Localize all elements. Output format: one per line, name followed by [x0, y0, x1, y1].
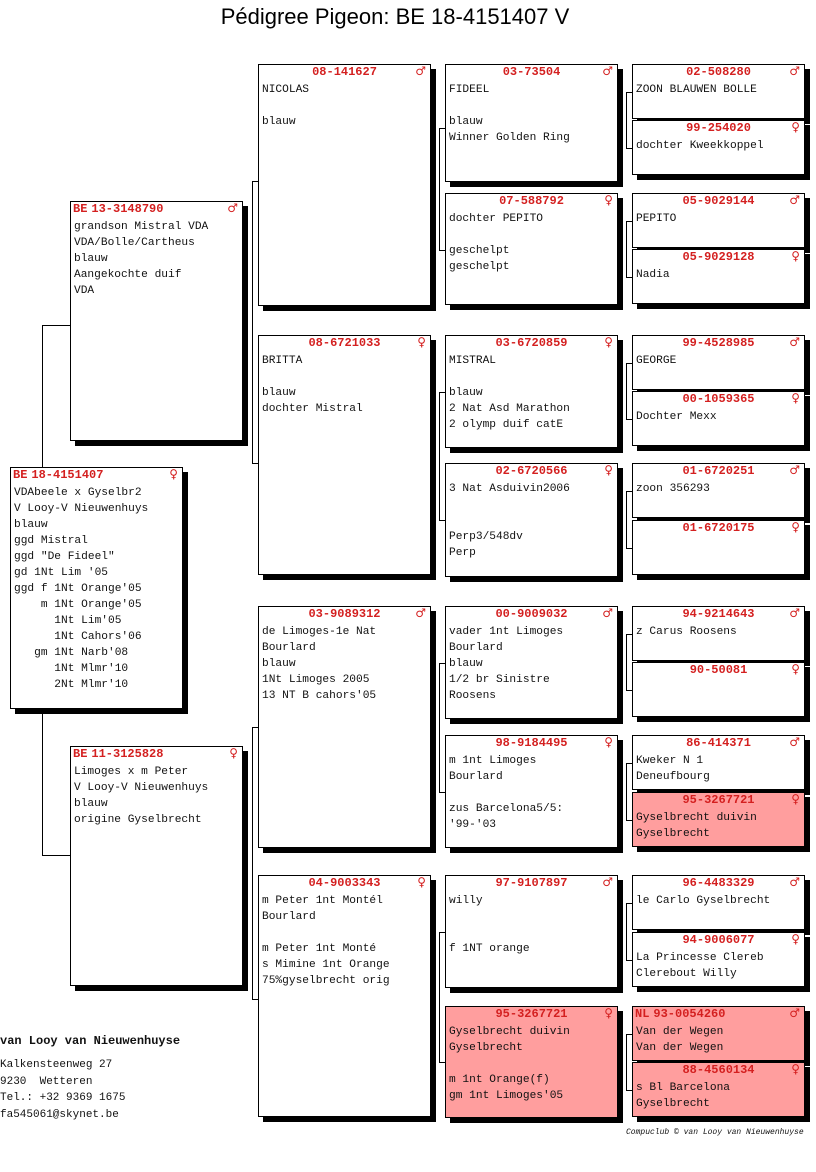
bird-info-line	[262, 925, 427, 941]
bird-info-line: vader 1nt Limoges	[449, 626, 564, 638]
bird-ring-header	[446, 876, 617, 891]
bird-info	[633, 80, 804, 98]
bird-info-line: f 1NT orange	[449, 943, 530, 955]
bird-info	[259, 891, 430, 989]
bird-info-line	[449, 227, 614, 243]
bird-info-line: gm 1Nt Narb'08	[14, 647, 129, 659]
bird-ring-number: 05-9029144	[682, 194, 755, 208]
bird-card-fm[interactable]	[258, 335, 431, 575]
bird-info	[633, 479, 804, 497]
bird-ring-header	[446, 65, 617, 80]
bird-info-line: Winner Golden Ring	[449, 132, 570, 144]
bird-ring-number: 03-9089312	[308, 607, 381, 621]
bird-info-line: ggd "De Fideel"	[14, 551, 115, 563]
bird-ring-number: 96-4483329	[682, 876, 755, 890]
owner-city: 9230 Wetteren	[0, 1075, 93, 1088]
bird-info	[633, 136, 804, 154]
bird-info	[633, 678, 804, 680]
male-symbol-icon: ♂	[789, 606, 800, 620]
bird-country: BE	[73, 747, 88, 761]
bird-info-line: gd 1Nt Lim '05	[14, 567, 108, 579]
bird-info-line: grandson Mistral VDA	[74, 221, 209, 233]
bird-ring-number: 02-508280	[686, 65, 751, 79]
bird-info-line	[449, 925, 614, 941]
bird-ring-number: 03-6720859	[495, 336, 568, 350]
bird-card-mmm[interactable]	[445, 1006, 618, 1118]
bird-info	[446, 622, 617, 704]
bird-info-line: s Mimine 1nt Orange	[262, 959, 390, 971]
bird-ring-header	[71, 747, 242, 762]
female-symbol-icon: ♀	[417, 335, 426, 349]
bird-ring-number: 98-9184495	[495, 736, 568, 750]
connector-line	[42, 325, 70, 326]
bird-info-line: geschelpt	[449, 261, 510, 273]
bird-ring-header	[446, 607, 617, 622]
bird-info-line: PEPITO	[636, 213, 677, 225]
bird-card-fmm[interactable]	[445, 463, 618, 577]
male-symbol-icon: ♂	[789, 335, 800, 349]
bird-info-line: VDA	[74, 285, 95, 297]
owner-address: Kalkensteenweg 27	[0, 1059, 113, 1071]
bird-info	[633, 1022, 804, 1056]
bird-card-g4[interactable]	[632, 249, 805, 304]
bird-country: BE	[13, 468, 28, 482]
bird-ring-header	[633, 736, 804, 751]
connector-line	[626, 903, 627, 960]
bird-info-line: willy	[449, 895, 483, 907]
bird-card-g11[interactable]	[632, 735, 805, 790]
bird-info	[633, 751, 804, 785]
male-symbol-icon: ♂	[227, 201, 238, 215]
bird-card-g9[interactable]	[632, 606, 805, 661]
bird-ring-number: 99-254020	[686, 121, 751, 135]
bird-info	[633, 407, 804, 425]
bird-info-line: Aangekochte duif	[74, 269, 182, 281]
bird-info	[633, 891, 804, 909]
connector-line	[252, 727, 253, 999]
bird-info	[71, 762, 242, 828]
bird-info-line: FIDEEL	[449, 84, 490, 96]
bird-ring-header	[446, 194, 617, 209]
bird-ring-number: 94-9214643	[682, 607, 755, 621]
bird-info-line: blauw	[74, 253, 108, 265]
bird-info-line: m 1nt Limoges	[449, 755, 537, 767]
bird-info-line: 1Nt Lim'05	[14, 615, 122, 627]
bird-info-line: geschelpt	[449, 245, 510, 257]
bird-info-line: Gyselbrecht	[636, 828, 710, 840]
bird-info-line: m Peter 1nt Monté	[262, 943, 377, 955]
bird-card-g1[interactable]	[632, 64, 805, 119]
female-symbol-icon: ♀	[791, 520, 800, 534]
bird-info	[446, 80, 617, 146]
female-symbol-icon: ♀	[791, 1062, 800, 1076]
bird-info-line: BRITTA	[262, 355, 303, 367]
bird-info-line: VDAbeele x Gyselbr2	[14, 487, 142, 499]
bird-info-line: m 1nt Orange(f)	[449, 1074, 550, 1086]
bird-info-line: 2 Nat Asd Marathon	[449, 403, 570, 415]
bird-info-line: dochter Kweekkoppel	[636, 140, 764, 152]
bird-info	[446, 479, 617, 561]
connector-line	[42, 855, 70, 856]
bird-info-line: Deneufbourg	[636, 771, 710, 783]
bird-info	[446, 351, 617, 433]
bird-info-line: Bourlard	[262, 642, 316, 654]
bird-card-g3[interactable]	[632, 193, 805, 248]
male-symbol-icon: ♂	[602, 64, 613, 78]
bird-info-line	[449, 513, 614, 529]
connector-line	[626, 92, 627, 148]
bird-info-line: Clerebout Willy	[636, 968, 737, 980]
bird-card-g2[interactable]	[632, 120, 805, 175]
male-symbol-icon: ♂	[789, 1006, 800, 1020]
bird-ring-header	[633, 392, 804, 407]
connector-line	[252, 181, 253, 463]
bird-ring-header	[633, 121, 804, 136]
bird-info-line: Gyselbrecht	[636, 1098, 710, 1110]
bird-info-line: 1Nt Cahors'06	[14, 631, 142, 643]
bird-info	[633, 536, 804, 538]
male-symbol-icon: ♂	[789, 64, 800, 78]
owner-contact	[0, 1057, 125, 1123]
bird-card-g10[interactable]	[632, 662, 805, 717]
bird-ring-header	[633, 1063, 804, 1078]
connector-line	[626, 634, 627, 690]
bird-info-line: ggd f 1Nt Orange'05	[14, 583, 142, 595]
bird-info-line: Limoges x m Peter	[74, 766, 189, 778]
female-symbol-icon: ♀	[604, 335, 613, 349]
female-symbol-icon: ♀	[604, 463, 613, 477]
bird-ring-header	[633, 464, 804, 479]
bird-ring-header	[259, 65, 430, 80]
bird-info-line: blauw	[14, 519, 48, 531]
bird-card-fmf[interactable]	[445, 335, 618, 448]
bird-info-line	[449, 98, 614, 114]
bird-ring-header	[446, 736, 617, 751]
bird-info-line: Dochter Mexx	[636, 411, 717, 423]
female-symbol-icon: ♀	[417, 875, 426, 889]
female-symbol-icon: ♀	[791, 662, 800, 676]
connector-line	[626, 1034, 627, 1090]
bird-ring-header	[446, 464, 617, 479]
bird-info-line: '99-'03	[449, 819, 496, 831]
connector-line	[439, 932, 440, 1062]
bird-ring-number: 07-588792	[499, 194, 564, 208]
bird-card-g8[interactable]	[632, 520, 805, 575]
bird-info-line: blauw	[449, 658, 483, 670]
bird-info	[446, 209, 617, 275]
bird-info-line	[262, 98, 427, 114]
bird-ring-header	[633, 607, 804, 622]
bird-info-line: Bourlard	[449, 642, 503, 654]
female-symbol-icon: ♀	[791, 792, 800, 806]
bird-info-line: dochter Mistral	[262, 403, 363, 415]
bird-ring-number: 95-3267721	[682, 793, 755, 807]
bird-card-g13[interactable]	[632, 875, 805, 930]
bird-ring-number: 18-4151407	[31, 468, 104, 482]
bird-info-line: Bourlard	[262, 911, 316, 923]
bird-ring-number: 97-9107897	[495, 876, 568, 890]
male-symbol-icon: ♂	[789, 875, 800, 889]
bird-info	[633, 948, 804, 982]
bird-ring-header	[633, 521, 804, 536]
male-symbol-icon: ♂	[415, 64, 426, 78]
bird-info-line: GEORGE	[636, 355, 677, 367]
bird-info-line: blauw	[449, 387, 483, 399]
female-symbol-icon: ♀	[791, 120, 800, 134]
bird-ring-number: 00-1059365	[682, 392, 755, 406]
bird-card-g15[interactable]	[632, 1006, 805, 1061]
page-title: Pédigree Pigeon: BE 18-4151407 V	[220, 4, 570, 29]
bird-info-line: gm 1nt Limoges'05	[449, 1090, 564, 1102]
bird-info-line: NICOLAS	[262, 84, 309, 96]
bird-card-g12[interactable]	[632, 792, 805, 847]
bird-ring-number: 95-3267721	[495, 1007, 568, 1021]
connector-line	[626, 363, 627, 419]
bird-info	[633, 808, 804, 842]
male-symbol-icon: ♂	[789, 735, 800, 749]
bird-info-line: m Peter 1nt Montél	[262, 895, 383, 907]
bird-info-line: 75%gyselbrecht orig	[262, 975, 390, 987]
bird-ring-header	[633, 250, 804, 265]
bird-ring-header	[633, 1007, 804, 1022]
bird-info-line: Gyselbrecht duivin	[449, 1026, 570, 1038]
bird-info	[633, 622, 804, 640]
bird-card-g5[interactable]	[632, 335, 805, 390]
bird-ring-header	[11, 468, 182, 483]
bird-ring-number: 11-3125828	[91, 747, 164, 761]
bird-ring-header	[259, 336, 430, 351]
female-symbol-icon: ♀	[604, 1006, 613, 1020]
bird-card-g14[interactable]	[632, 932, 805, 987]
bird-info-line: zoon 356293	[636, 483, 710, 495]
bird-ring-number: 88-4560134	[682, 1063, 755, 1077]
bird-info-line: Van der Wegen	[636, 1042, 724, 1054]
connector-line	[42, 709, 43, 856]
bird-ring-header	[633, 663, 804, 678]
bird-info	[446, 1022, 617, 1104]
bird-card-ffm[interactable]	[445, 193, 618, 305]
bird-info	[446, 891, 617, 957]
bird-info	[633, 265, 804, 283]
bird-ring-number: 05-9029128	[682, 250, 755, 264]
bird-info-line	[449, 909, 614, 925]
bird-card-mf[interactable]	[258, 606, 431, 848]
bird-ring-number: 01-6720175	[682, 521, 755, 535]
bird-card-subject[interactable]	[10, 467, 183, 709]
connector-line	[626, 763, 627, 820]
bird-ring-header	[633, 793, 804, 808]
female-symbol-icon: ♀	[604, 193, 613, 207]
bird-info	[259, 622, 430, 704]
bird-info-line: blauw	[262, 658, 296, 670]
connector-line	[439, 663, 440, 792]
female-symbol-icon: ♀	[791, 391, 800, 405]
bird-card-g16[interactable]	[632, 1062, 805, 1117]
owner-phone: Tel.: +32 9369 1675	[0, 1092, 126, 1104]
bird-ring-number: 86-414371	[686, 736, 751, 750]
bird-ring-header	[633, 194, 804, 209]
male-symbol-icon: ♂	[602, 875, 613, 889]
bird-ring-number: 94-9006077	[682, 933, 755, 947]
bird-ring-header	[259, 607, 430, 622]
bird-card-mmf[interactable]	[445, 875, 618, 988]
bird-country: BE	[73, 202, 88, 216]
bird-ring-header	[259, 876, 430, 891]
bird-card-fff[interactable]	[445, 64, 618, 182]
bird-ring-number: 90-50081	[689, 663, 748, 677]
bird-info-line: Bourlard	[449, 771, 503, 783]
bird-info-line: m 1Nt Orange'05	[14, 599, 142, 611]
bird-info-line: 3 Nat Asduivin2006	[449, 483, 570, 495]
bird-info-line: Roosens	[449, 690, 496, 702]
bird-info-line: z Carus Roosens	[636, 626, 737, 638]
bird-info-line: Gyselbrecht	[449, 1042, 523, 1054]
bird-info-line: V Looy-V Nieuwenhuys	[74, 782, 209, 794]
bird-info-line: 13 NT B cahors'05	[262, 690, 377, 702]
bird-ring-header	[633, 876, 804, 891]
bird-info-line: le Carlo Gyselbrecht	[636, 895, 771, 907]
bird-info	[633, 209, 804, 227]
bird-info-line: blauw	[74, 798, 108, 810]
bird-info-line: zus Barcelona5/5:	[449, 803, 564, 815]
bird-card-mff[interactable]	[445, 606, 618, 719]
connector-line	[42, 325, 43, 468]
bird-info-line: Perp3/548dv	[449, 531, 523, 543]
connector-line	[439, 128, 440, 250]
bird-info-line: 1Nt Limoges 2005	[262, 674, 370, 686]
bird-ring-number: 99-4528985	[682, 336, 755, 350]
bird-card-g6[interactable]	[632, 391, 805, 446]
bird-info-line	[449, 497, 614, 513]
bird-card-g7[interactable]	[632, 463, 805, 518]
bird-info-line	[449, 785, 614, 801]
bird-ring-header	[633, 336, 804, 351]
bird-info	[446, 751, 617, 833]
bird-card-father[interactable]	[70, 201, 243, 441]
bird-info-line: 2Nt Mlmr'10	[14, 679, 129, 691]
bird-info-line: ggd Mistral	[14, 535, 88, 547]
bird-card-mother[interactable]	[70, 746, 243, 986]
bird-info	[11, 483, 182, 693]
bird-ring-header	[633, 933, 804, 948]
bird-info-line: dochter PEPITO	[449, 213, 543, 225]
bird-info-line: blauw	[262, 387, 296, 399]
bird-info-line: Perp	[449, 547, 476, 559]
connector-line	[626, 491, 627, 548]
bird-ring-number: 13-3148790	[91, 202, 164, 216]
bird-info-line: VDA/Bolle/Cartheus	[74, 237, 195, 249]
bird-info-line: 1/2 br Sinistre	[449, 674, 550, 686]
bird-ring-number: 01-6720251	[682, 464, 755, 478]
male-symbol-icon: ♂	[415, 606, 426, 620]
bird-info-line: Van der Wegen	[636, 1026, 724, 1038]
bird-ring-number: 08-141627	[312, 65, 377, 79]
bird-ring-number: 93-0054260	[653, 1007, 726, 1021]
bird-info-line: blauw	[449, 116, 483, 128]
female-symbol-icon: ♀	[604, 735, 613, 749]
bird-ring-header	[446, 336, 617, 351]
bird-country: NL	[635, 1007, 650, 1021]
owner-name: van Looy van Nieuwenhuyse	[0, 1034, 181, 1048]
bird-ring-header	[71, 202, 242, 217]
bird-ring-number: 00-9009032	[495, 607, 568, 621]
bird-info-line: Nadia	[636, 269, 670, 281]
male-symbol-icon: ♂	[789, 193, 800, 207]
footer-credit: Compuclub © van Looy van Nieuwenhuyse	[626, 1128, 804, 1137]
bird-info-line: V Looy-V Nieuwenhuys	[14, 503, 149, 515]
bird-info-line: 2 olymp duif catE	[449, 419, 564, 431]
bird-card-ff[interactable]	[258, 64, 431, 306]
bird-info-line: Kweker N 1	[636, 755, 704, 767]
owner-email: fa545061@skynet.be	[0, 1108, 119, 1121]
bird-info	[259, 80, 430, 130]
bird-info-line	[449, 1056, 614, 1072]
bird-ring-number: 02-6720566	[495, 464, 568, 478]
bird-info-line: 1Nt Mlmr'10	[14, 663, 129, 675]
bird-info-line: MISTRAL	[449, 355, 496, 367]
male-symbol-icon: ♂	[602, 606, 613, 620]
bird-ring-header	[446, 1007, 617, 1022]
female-symbol-icon: ♀	[169, 467, 178, 481]
male-symbol-icon: ♂	[789, 463, 800, 477]
bird-info-line: blauw	[262, 116, 296, 128]
bird-ring-number: 04-9003343	[308, 876, 381, 890]
bird-card-mfm[interactable]	[445, 735, 618, 848]
female-symbol-icon: ♀	[229, 746, 238, 760]
bird-info-line: de Limoges-1e Nat	[262, 626, 377, 638]
female-symbol-icon: ♀	[791, 249, 800, 263]
bird-info	[71, 217, 242, 299]
bird-card-mm[interactable]	[258, 875, 431, 1117]
bird-info-line: ZOON BLAUWEN BOLLE	[636, 84, 757, 96]
bird-ring-number: 08-6721033	[308, 336, 381, 350]
bird-ring-header	[633, 65, 804, 80]
connector-line	[439, 392, 440, 520]
bird-info-line	[262, 369, 427, 385]
bird-info-line: origine Gyselbrecht	[74, 814, 202, 826]
bird-ring-number: 03-73504	[502, 65, 561, 79]
bird-info-line: Gyselbrecht duivin	[636, 812, 757, 824]
bird-info-line	[449, 369, 614, 385]
bird-info	[259, 351, 430, 417]
female-symbol-icon: ♀	[791, 932, 800, 946]
bird-info-line: La Princesse Clereb	[636, 952, 764, 964]
bird-info	[633, 351, 804, 369]
connector-line	[626, 221, 627, 277]
bird-info	[633, 1078, 804, 1112]
bird-info-line: s Bl Barcelona	[636, 1082, 730, 1094]
